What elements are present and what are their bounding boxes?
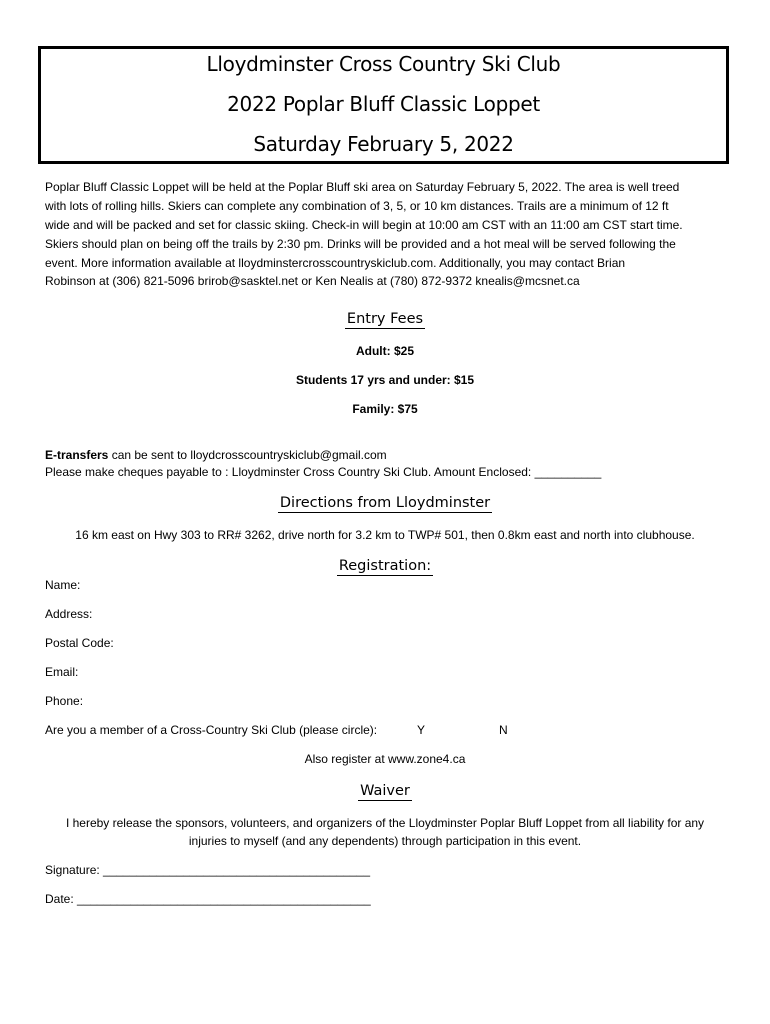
member-no-option: N bbox=[499, 723, 508, 737]
cheque-line: Please make cheques payable to : Lloydminster Cross Country Ski Club. Amount Enclosed: __________ bbox=[45, 465, 602, 479]
postal-code-label: Postal Code: bbox=[45, 636, 114, 650]
intro-line: with lots of rolling hills. Skiers can complete any combination of 3, 5, or 10 km distances. Trails are a minimum of 12 ft bbox=[45, 199, 669, 213]
intro-line: Robinson at (306) 821-5096 brirob@sasktel.net or Ken Nealis at (780) 872-9372 knealis@mcsnet.ca bbox=[45, 274, 580, 288]
event-name: 2022 Poplar Bluff Classic Loppet bbox=[227, 92, 540, 116]
intro-line: Skiers should plan on being off the trails by 2:30 pm. Drinks will be provided and a hot meal will be served following the bbox=[45, 237, 676, 251]
intro-paragraph bbox=[45, 178, 735, 290]
club-name: Lloydminster Cross Country Ski Club bbox=[206, 52, 561, 76]
name-label: Name: bbox=[45, 578, 81, 592]
etransfer-line bbox=[45, 447, 387, 463]
intro-line: wide and will be packed and set for classic skiing. Check-in will begin at 10:00 am CST with an 11:00 am CST start time. bbox=[45, 218, 683, 232]
family-fee: Family: $75 bbox=[352, 402, 418, 416]
directions-heading: Directions from Lloydminster bbox=[279, 495, 491, 511]
member-yes-option: Y bbox=[417, 723, 426, 737]
address-label: Address: bbox=[45, 607, 93, 621]
registration-heading: Registration: bbox=[338, 558, 432, 574]
email-label: Email: bbox=[45, 665, 79, 679]
waiver-heading: Waiver bbox=[360, 783, 410, 799]
directions-text: 16 km east on Hwy 303 to RR# 3262, drive north for 3.2 km to TWP# 501, then 0.8km east and north into clubhouse. bbox=[75, 528, 695, 542]
signature-line: Signature: ________________________________________ bbox=[45, 863, 370, 877]
event-date: Saturday February 5, 2022 bbox=[253, 132, 514, 156]
member-question: Are you a member of a Cross-Country Ski Club (please circle): bbox=[45, 723, 378, 737]
date-line: Date: ____________________________________________ bbox=[45, 892, 371, 906]
waiver-text-line-1: I hereby release the sponsors, volunteers, and organizers of the Lloydminster Poplar Bluff Loppet from all liability for any bbox=[65, 816, 705, 830]
title-box bbox=[38, 46, 729, 164]
also-register-text: Also register at www.zone4.ca bbox=[304, 752, 466, 766]
adult-fee: Adult: $25 bbox=[355, 344, 414, 358]
etransfer-label: E-transfers bbox=[45, 448, 109, 462]
etransfer-text: can be sent to lloydcrosscountryskiclub@gmail.com bbox=[108, 448, 387, 462]
intro-line: event. More information available at lloydminstercrosscountryskiclub.com. Additionally, you may contact Brian bbox=[45, 256, 626, 270]
entry-fees-heading: Entry Fees bbox=[346, 311, 424, 327]
students-fee: Students 17 yrs and under: $15 bbox=[295, 373, 475, 387]
waiver-text-line-2: injuries to myself (and any dependents) through participation in this event. bbox=[188, 834, 582, 848]
phone-label: Phone: bbox=[45, 694, 84, 708]
intro-line: Poplar Bluff Classic Loppet will be held at the Poplar Bluff ski area on Saturday February 5, 2022. The area is well treed bbox=[45, 180, 680, 194]
